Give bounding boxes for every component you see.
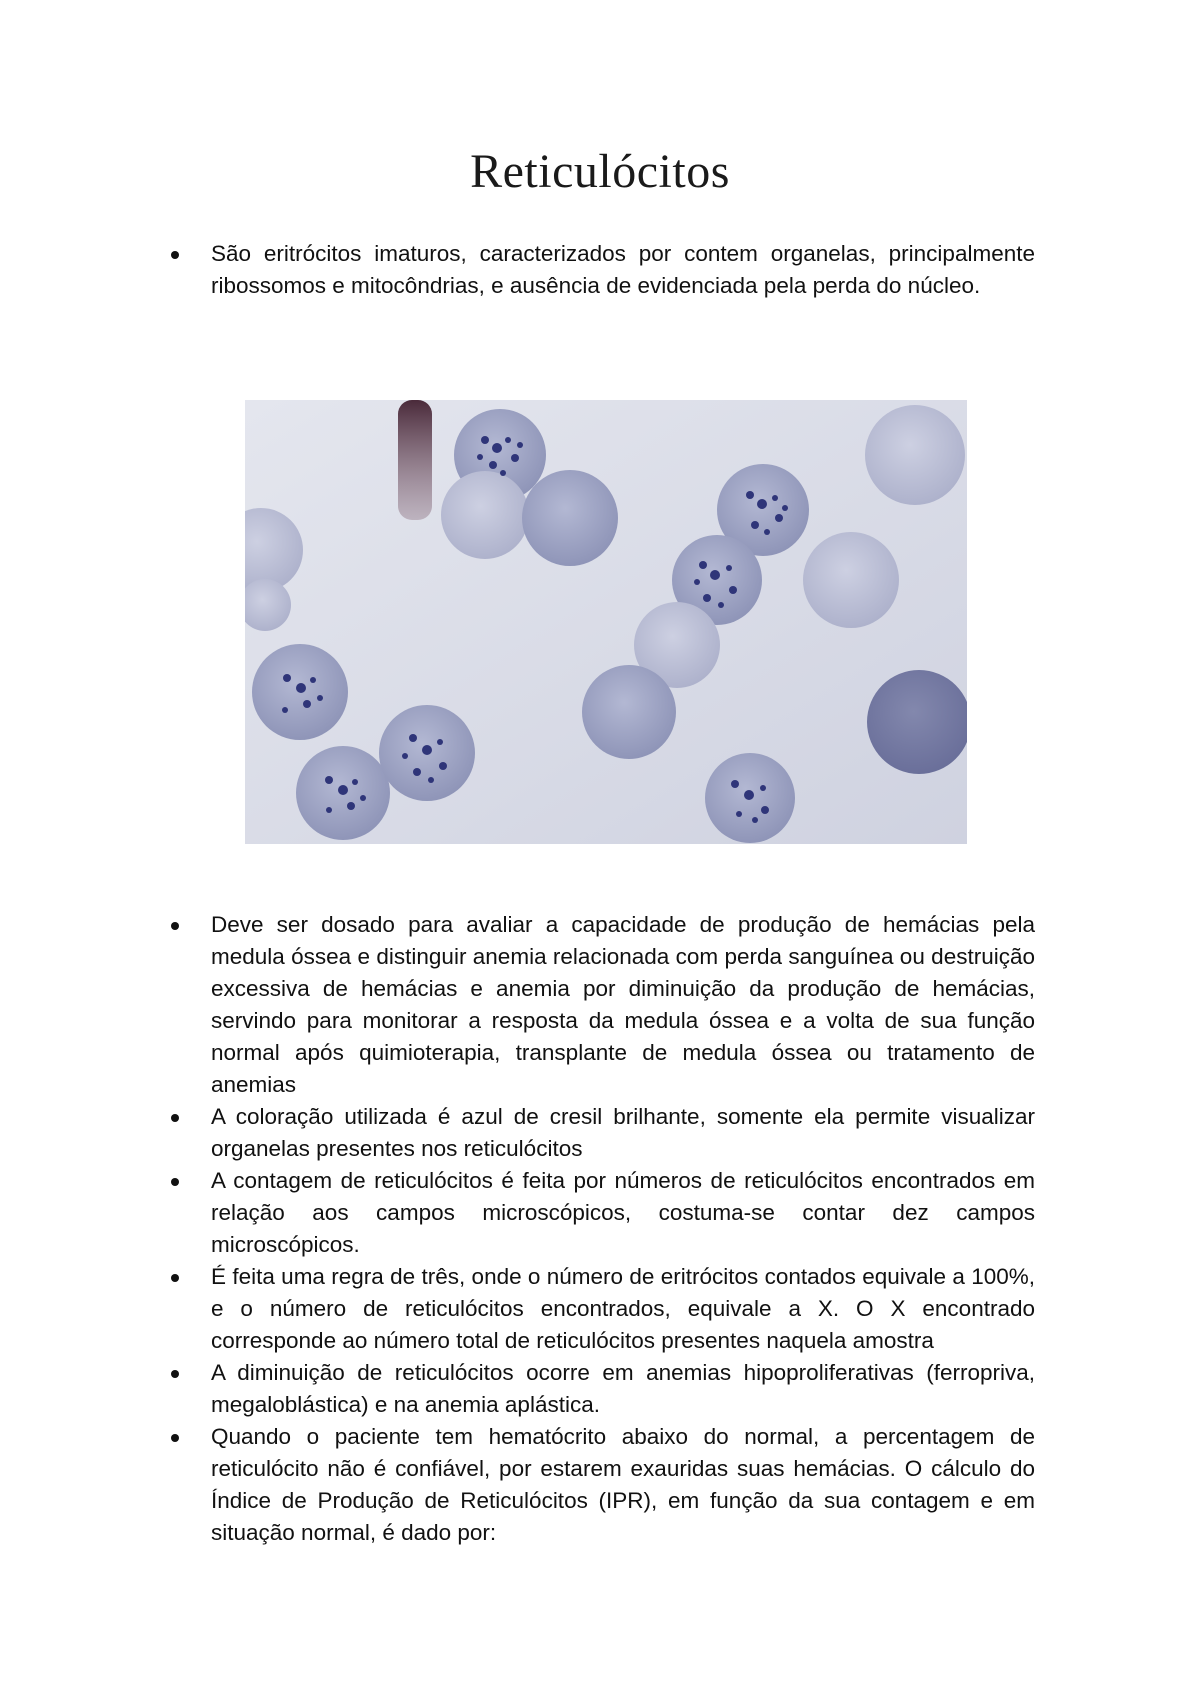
- cell: [867, 670, 967, 774]
- list-item-text: Quando o paciente tem hematócrito abaixo do normal, a percentagem de reticulócito não é confiável, por estarem exauridas suas hemácias. O cálculo do Índice de Produção de Reticulócitos (IPR), em função da sua contagem e em situação normal, é dado por:: [211, 1424, 1035, 1545]
- list-item: [0, 1261, 1035, 1357]
- list-item: [0, 909, 1035, 1101]
- list-item: [0, 1165, 1035, 1261]
- list-item: [0, 1421, 1035, 1549]
- list-item-text: São eritrócitos imaturos, caracterizados por contem organelas, principalmente ribossomos e mitocôndrias, e ausência de evidenciada pela perda do núcleo.: [211, 241, 1035, 298]
- bullet-icon: [171, 1434, 179, 1442]
- cell: [441, 471, 529, 559]
- list-item: [0, 1101, 1035, 1165]
- reticulocyte-micrograph: [245, 400, 967, 844]
- bullet-icon: [171, 251, 179, 259]
- cell: [865, 405, 965, 505]
- list-item-text: A coloração utilizada é azul de cresil brilhante, somente ela permite visualizar organelas presentes nos reticulócitos: [211, 1104, 1035, 1161]
- page-title: Reticulócitos: [470, 145, 730, 198]
- list-item-text: A contagem de reticulócitos é feita por números de reticulócitos encontrados em relação aos campos microscópicos, costuma-se contar dez campos microscópicos.: [211, 1168, 1035, 1257]
- bullet-icon: [171, 1274, 179, 1282]
- bullet-icon: [171, 1370, 179, 1378]
- cell: [522, 470, 618, 566]
- cell: [803, 532, 899, 628]
- list-item-text: A diminuição de reticulócitos ocorre em anemias hipoproliferativas (ferropriva, megaloblástica) e na anemia aplástica.: [211, 1360, 1035, 1417]
- bullet-icon: [171, 1114, 179, 1122]
- list-item-text: É feita uma regra de três, onde o número de eritrócitos contados equivale a 100%, e o número de reticulócitos encontrados, equivale a X. O X encontrado corresponde ao número total de reticulócitos presentes naquela amostra: [211, 1264, 1035, 1353]
- list-item: [0, 238, 1035, 302]
- list-item: [0, 1357, 1035, 1421]
- intro-list: [0, 238, 1035, 302]
- bullet-icon: [171, 1178, 179, 1186]
- bullet-icon: [171, 922, 179, 930]
- details-list: [0, 909, 1035, 1549]
- stain-smudge: [398, 400, 432, 520]
- cell: [582, 665, 676, 759]
- list-item-text: Deve ser dosado para avaliar a capacidade de produção de hemácias pela medula óssea e distinguir anemia relacionada com perda sanguínea ou destruição excessiva de hemácias e anemia por diminuição da produção de hemácias, servindo para monitorar a resposta da medula óssea e a volta de sua função normal após quimioterapia, transplante de medula óssea ou tratamento de anemias: [211, 912, 1035, 1097]
